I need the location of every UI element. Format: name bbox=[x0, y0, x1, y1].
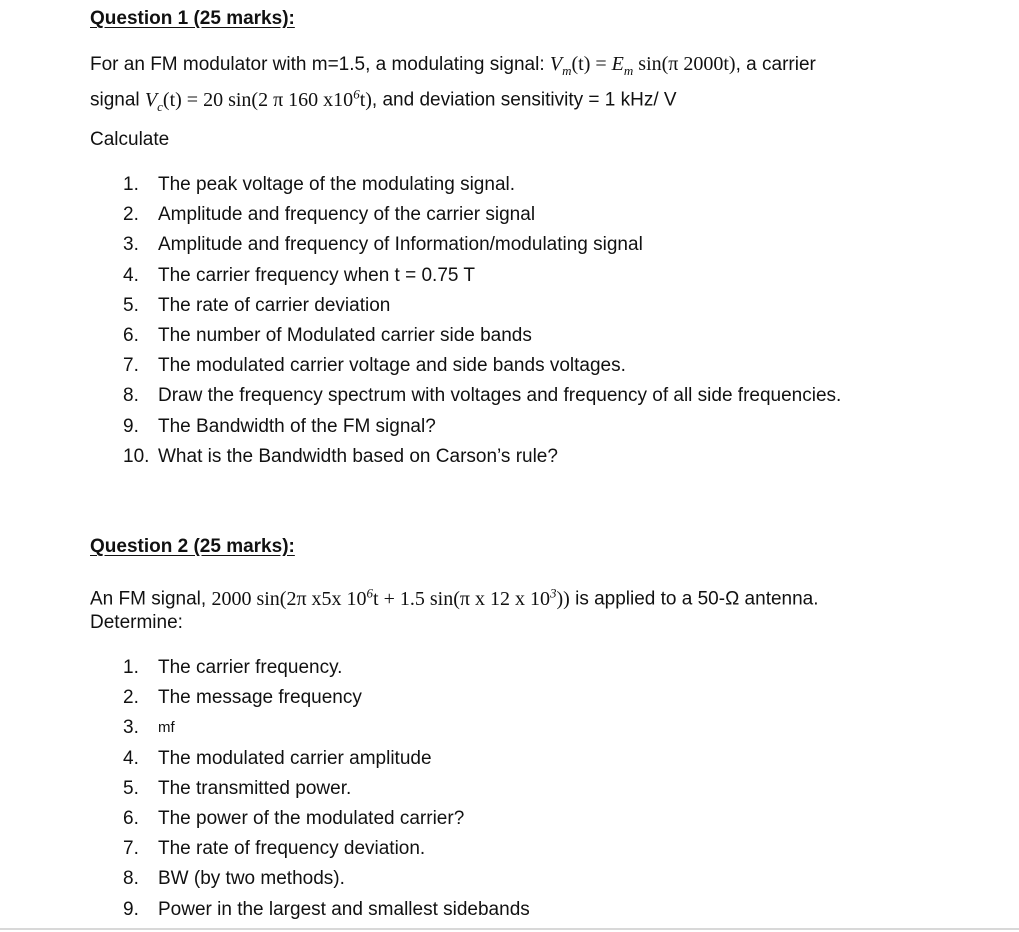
page-bottom-divider bbox=[0, 928, 1019, 930]
question-1-prompt: Calculate bbox=[90, 129, 170, 150]
question-2-prompt: Determine: bbox=[90, 612, 183, 633]
question-1-heading: Question 1 (25 marks): bbox=[90, 8, 295, 29]
q1-carrier-signal-formula: $V_c(t) = 20$ sin(2 π 160 $x10^6t$) bbox=[144, 86, 372, 114]
question-2-intro-line bbox=[90, 578, 819, 615]
q1-intro-text-4: , and deviation sensitivity = 1 kHz/ V bbox=[371, 89, 677, 111]
q1-intro-text-1: For an FM modulator with m=1.5, a modulating signal: bbox=[90, 54, 550, 75]
q1-intro-text-3: signal bbox=[90, 89, 145, 111]
question-2-heading: Question 2 (25 marks): bbox=[90, 536, 295, 557]
q2-fm-signal-formula: 2000 sin(2π x5x $10^6t + 1.5$ sin(π x 12 x $10^3$)) bbox=[211, 585, 570, 610]
q1-intro-text-2: , a carrier bbox=[735, 54, 816, 75]
q1-modulating-signal-formula: $V_m(t) = E_m$ sin(π 2000t) bbox=[549, 53, 736, 78]
q2-intro-text-1: An FM signal, bbox=[90, 588, 212, 610]
document-page: Question 1 (25 marks): For an FM modulator with m=1.5, a modulating signal: $V_m(t) = E_m$ sin(π 2000t), a carrier signal $V_c(t) = 20$ sin(2 π 160 $x10^6t$), and deviation sensitivity = 1 kHz/ V Calculate 1. The peak voltage of the modulating signal. 2. Amplitude and frequency of the carrier signal 3. Amplitude and frequency of Information/modulating signal 4. The carrier frequency when t = 0.75 T 5. The rate of carrier deviation 6. The number of Modulated carrier side bands 7. The modulated carrier voltage and side bands voltages. 8. Draw the frequency spectrum with voltages and frequency of all side frequencies. 9. The Bandwidth of the FM signal? 10. What is the Bandwidth based on Carson’s rule? Question 2 (25 marks): An FM signal, 2000 sin(2π x5x $10^6t + 1.5$ sin(π x 12 x $10^3$)) is applied to a 50-Ω antenna. Determine: 1. The carrier frequency. 2. The message frequency 3. mf 4. The modulated carrier amplitude 5. The transmitted power. 6. The power of the modulated carrier? 7. The rate of frequency deviation. 8. BW (by two methods). 9. Power in the largest and smallest sidebands bbox=[0, 0, 1019, 932]
q2-intro-text-2: is applied to a 50-Ω antenna. bbox=[569, 588, 819, 610]
question-1-intro-line-2 bbox=[90, 79, 677, 122]
